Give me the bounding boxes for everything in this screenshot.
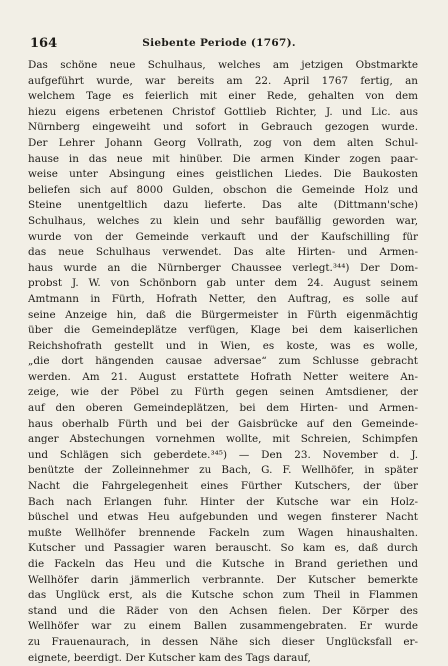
page-header xyxy=(30,36,408,52)
text-line: Wellhöfer war zu einem Ballen zusammengebraten. Er wurde xyxy=(28,620,418,633)
text-line: Bach nach Erlangen fuhr. Hinter der Kutsche war ein Holz- xyxy=(28,495,418,508)
text-line: Kutscher und Passagier waren berauscht. So kam es, daß durch xyxy=(28,542,418,555)
text-line: hause in das neue mit hinüber. Die armen Kinder zogen paar- xyxy=(28,152,418,165)
text-line: Reichshofrath gestellt und in Wien, es koste, was es wolle, xyxy=(28,339,418,352)
text-line: das neue Schulhaus verwendet. Das alte Hirten- und Armen- xyxy=(28,246,418,259)
text-line: stand und die Räder von den Achsen fielen. Der Körper des xyxy=(28,604,418,617)
text-line: zeige, wie der Pöbel zu Fürth gegen seinen Amtsdiener, der xyxy=(28,386,418,399)
text-line: probst J. W. von Schönborn gab unter dem 24. August seinem xyxy=(28,277,418,290)
text-line: auf den oberen Gemeindeplätzen, bei dem Hirten- und Armen- xyxy=(28,402,418,415)
text-line: beliefen sich auf 8000 Gulden, obschon die Gemeinde Holz und xyxy=(28,183,418,196)
text-line: und Schlägen sich geberdete.³⁴⁵) — Den 23. November d. J. xyxy=(28,448,418,461)
text-line: Nürnberg eingeweiht und sofort in Gebrauch gezogen wurde. xyxy=(28,121,418,134)
text-line: aufgeführt wurde, war bereits am 22. April 1767 fertig, an xyxy=(28,74,418,87)
page-number: 164 xyxy=(30,36,58,51)
text-line: wurde von der Gemeinde verkauft und der Kaufschilling für xyxy=(28,230,418,243)
text-line: Schulhaus, welches zu klein und sehr baufällig geworden war, xyxy=(28,214,418,227)
text-line: haus oberhalb Fürth und bei der Gaisbrücke auf den Gemeinde- xyxy=(28,417,418,430)
text-line: büschel und etwas Heu aufgebunden und wegen finsterer Nacht xyxy=(28,511,418,524)
text-line: seine Anzeige hin, daß die Bürgermeister in Fürth eigenmächtig xyxy=(28,308,418,321)
text-line: Amtmann in Fürth, Hofrath Netter, den Auftrag, es solle auf xyxy=(28,292,418,305)
text-line: Der Lehrer Johann Georg Vollrath, zog von dem alten Schul- xyxy=(28,136,418,149)
text-line: hiezu eigens erbetenen Christof Gottlieb Richter, J. und Lic. aus xyxy=(28,105,418,118)
text-line: „die dort hängenden causae adversae“ zum Schlusse gebracht xyxy=(28,355,418,368)
text-line: weise unter Absingung eines geistlichen Liedes. Die Baukosten xyxy=(28,168,418,181)
text-line: über die Gemeindeplätze verfügen, Klage bei dem kaiserlichen xyxy=(28,324,418,337)
text-line: zu Frauenaurach, in dessen Nähe sich dieser Unglücksfall er- xyxy=(28,635,418,648)
text-line: eignete, beerdigt. Der Kutscher kam des Tags darauf, xyxy=(28,651,311,664)
text-line: haus wurde an die Nürnberger Chaussee verlegt.³⁴⁴) Der Dom- xyxy=(28,261,418,274)
text-line: Das schöne neue Schulhaus, welches am jetzigen Obstmarkte xyxy=(28,59,418,71)
text-line: die Fackeln das Heu und die Kutsche in Brand geriethen und xyxy=(28,558,418,570)
text-line: Wellhöfer darin jämmerlich verbrannte. Der Kutscher bemerkte xyxy=(28,573,418,586)
text-line: werden. Am 21. August erstattete Hofrath Netter weitere An- xyxy=(28,370,418,383)
running-head: Siebente Periode (1767). xyxy=(142,37,296,49)
text-line: welchem Tage es feierlich mit einer Rede, gehalten von dem xyxy=(28,90,418,103)
text-line: anger Abstechungen vornehmen wollte, mit Schreien, Schimpfen xyxy=(28,433,418,446)
body-text xyxy=(28,58,418,666)
text-line: benützte der Zolleinnehmer zu Bach, G. F. Wellhöfer, in später xyxy=(28,464,418,477)
text-line: Nacht die Fahrgelegenheit eines Fürther Kutschers, der über xyxy=(28,480,418,493)
text-line: Steine unentgeltlich dazu lieferte. Das alte (Dittmann'sche) xyxy=(28,199,418,212)
text-line: mußte Wellhöfer brennende Fackeln zum Wagen hinaushalten. xyxy=(28,526,418,539)
text-line: das Unglück erst, als die Kutsche schon zum Theil in Flammen xyxy=(28,589,418,602)
